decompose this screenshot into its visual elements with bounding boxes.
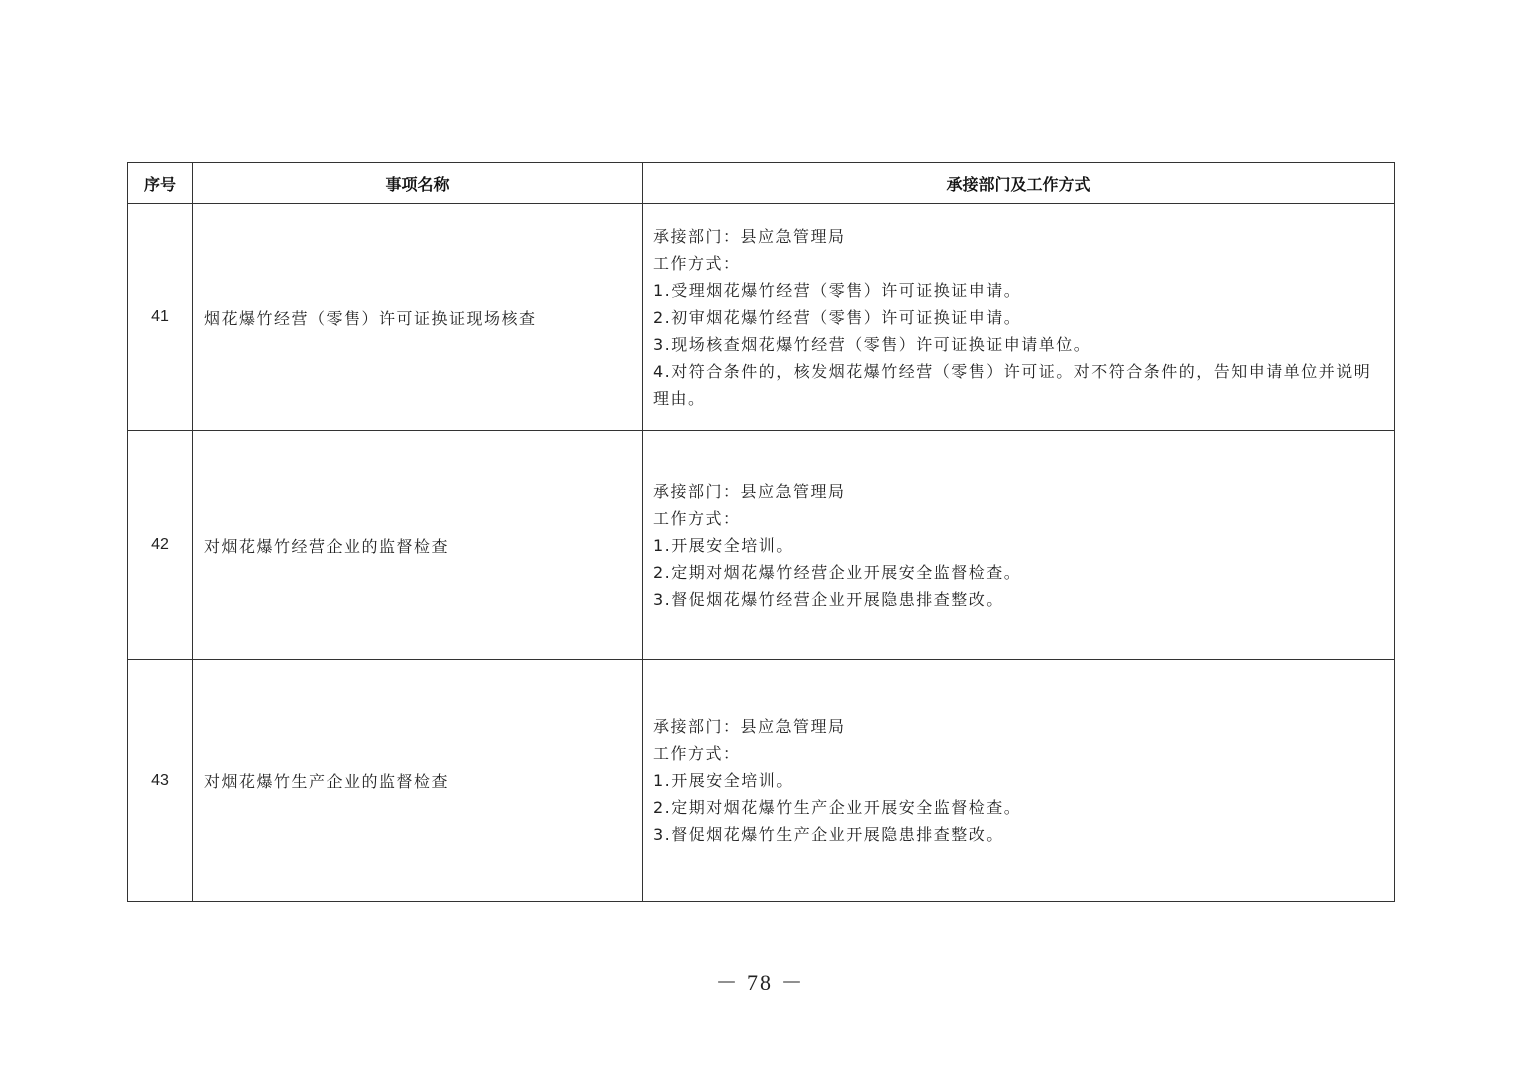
method-label: 工作方式： — [653, 744, 741, 763]
header-item-name: 事项名称 — [193, 163, 643, 204]
method-step: 2.定期对烟花爆竹生产企业开展安全监督检查。 — [653, 798, 1022, 817]
method-step: 1.开展安全培训。 — [653, 771, 794, 790]
row-dept-method — [643, 204, 1395, 431]
header-dept-method: 承接部门及工作方式 — [643, 163, 1395, 204]
items-table — [127, 162, 1395, 902]
method-step: 2.定期对烟花爆竹经营企业开展安全监督检查。 — [653, 562, 1022, 582]
dept-line: 承接部门：县应急管理局 — [653, 717, 846, 736]
table-header-row — [128, 163, 1395, 204]
method-label: 工作方式： — [653, 508, 741, 528]
header-number: 序号 — [128, 163, 193, 204]
row-number: 42 — [128, 431, 193, 660]
method-step: 3.督促烟花爆竹经营企业开展隐患排查整改。 — [653, 589, 1004, 609]
table-row — [128, 660, 1395, 902]
method-step: 3.现场核查烟花爆竹经营（零售）许可证换证申请单位。 — [653, 334, 1092, 354]
table-row — [128, 204, 1395, 431]
row-item-name: 烟花爆竹经营（零售）许可证换证现场核查 — [193, 204, 643, 431]
row-item-name: 对烟花爆竹生产企业的监督检查 — [193, 660, 643, 902]
row-dept-method — [643, 660, 1395, 902]
row-dept-method — [643, 431, 1395, 660]
method-step: 4.对符合条件的，核发烟花爆竹经营（零售）许可证。对不符合条件的，告知申请单位并说明理由。 — [653, 361, 1372, 408]
method-step: 1.开展安全培训。 — [653, 535, 794, 555]
page-number: － 78 － — [715, 970, 805, 995]
method-step: 2.初审烟花爆竹经营（零售）许可证换证申请。 — [653, 307, 1022, 327]
method-step: 3.督促烟花爆竹生产企业开展隐患排查整改。 — [653, 825, 1004, 844]
dept-line: 承接部门：县应急管理局 — [653, 226, 846, 246]
method-label: 工作方式： — [653, 253, 741, 273]
row-number: 43 — [128, 660, 193, 902]
row-number: 41 — [128, 204, 193, 431]
method-step: 1.受理烟花爆竹经营（零售）许可证换证申请。 — [653, 280, 1022, 300]
table-row — [128, 431, 1395, 660]
row-item-name: 对烟花爆竹经营企业的监督检查 — [193, 431, 643, 660]
dept-line: 承接部门：县应急管理局 — [653, 481, 846, 501]
